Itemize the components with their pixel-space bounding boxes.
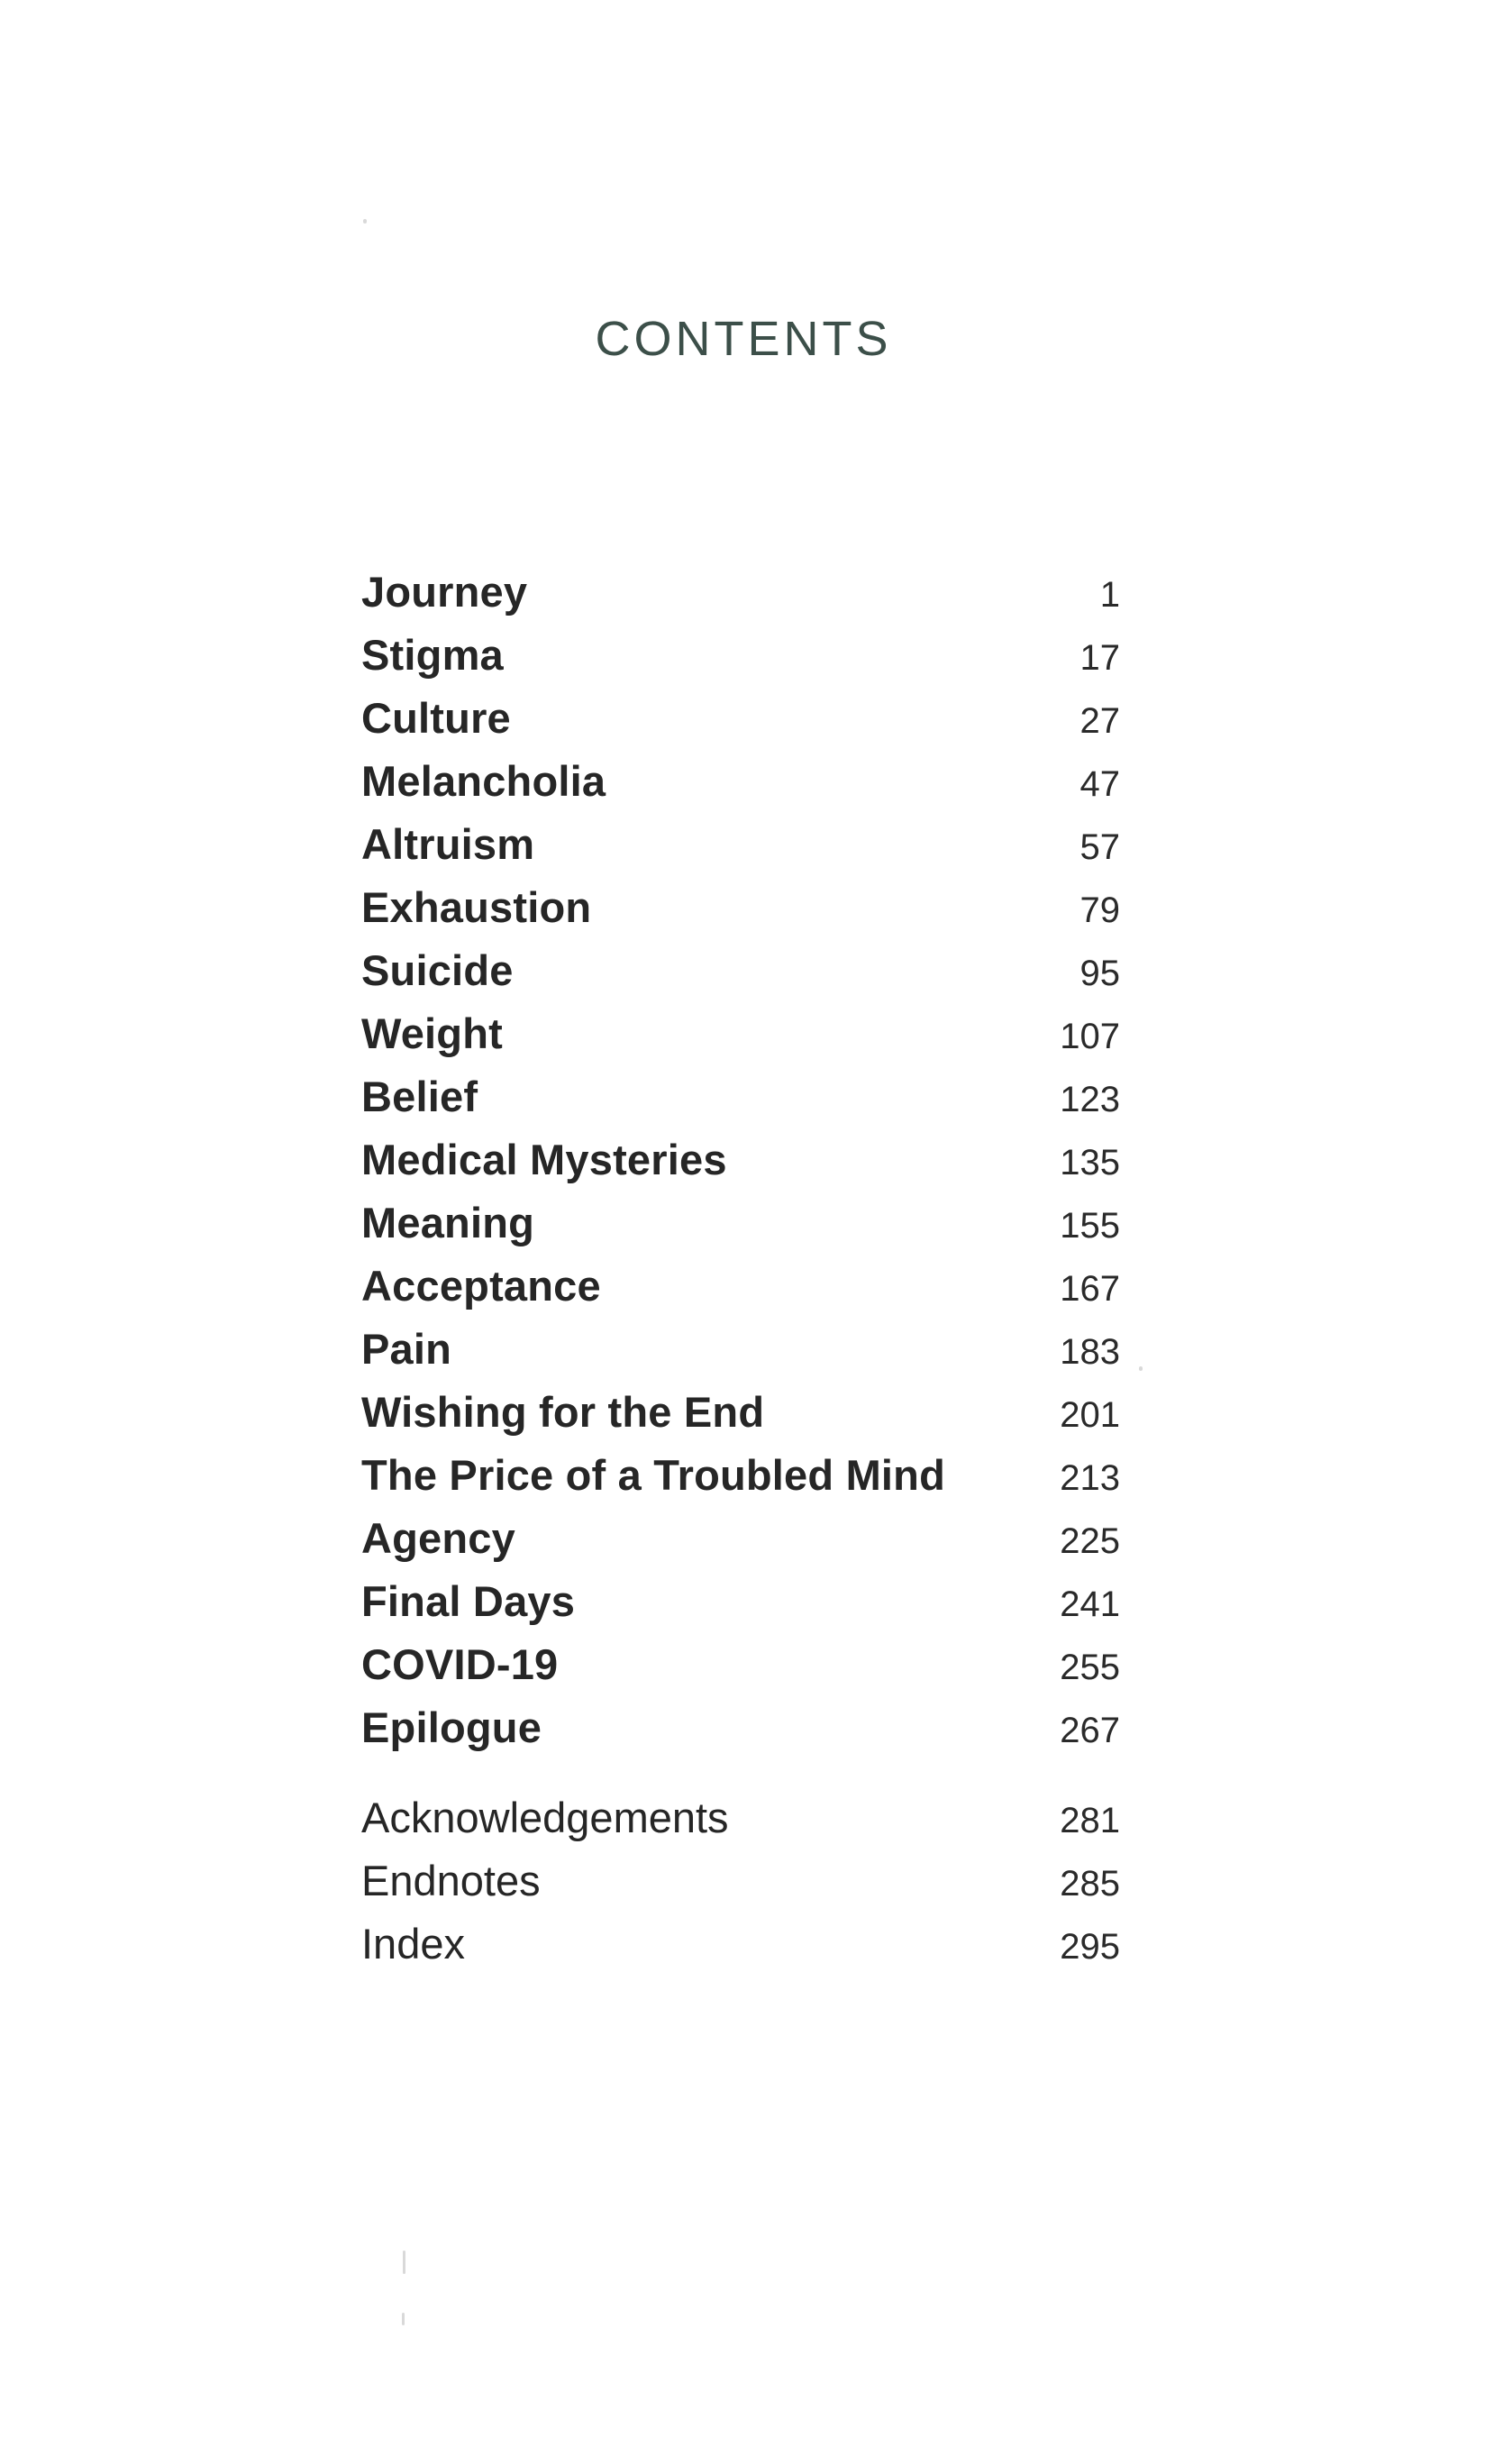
page-number: 17 — [1079, 638, 1120, 678]
page-number: 135 — [1060, 1143, 1120, 1182]
toc-entry — [361, 1002, 1120, 1065]
page-number: 201 — [1060, 1395, 1120, 1435]
page-number: 255 — [1060, 1648, 1120, 1687]
chapter-title: Weight — [361, 1009, 503, 1057]
page-number: 79 — [1079, 890, 1120, 930]
page-number: 95 — [1079, 954, 1120, 993]
toc-entry — [361, 1065, 1120, 1128]
page-number: 285 — [1060, 1864, 1120, 1904]
toc-entry — [361, 1570, 1120, 1633]
page-number: 1 — [1099, 575, 1120, 615]
toc-entry — [361, 1318, 1120, 1381]
page-number: 123 — [1060, 1080, 1120, 1119]
page-number: 47 — [1079, 764, 1120, 804]
chapter-list — [361, 561, 1120, 1759]
page-number: 225 — [1060, 1521, 1120, 1561]
toc-entry — [361, 1507, 1120, 1570]
page-number: 107 — [1060, 1017, 1120, 1056]
scan-speck — [402, 2313, 405, 2325]
chapter-title: Acceptance — [361, 1262, 601, 1310]
toc-entry — [361, 561, 1120, 624]
toc-entry — [361, 1444, 1120, 1507]
toc-entry — [361, 1786, 1120, 1849]
page-number: 167 — [1060, 1269, 1120, 1309]
toc-entry — [361, 876, 1120, 939]
toc-entry — [361, 1381, 1120, 1444]
page-number: 295 — [1060, 1927, 1120, 1967]
chapter-title: Epilogue — [361, 1703, 542, 1751]
toc-entry — [361, 1913, 1120, 1976]
toc-entry — [361, 1128, 1120, 1192]
back-matter-title: Acknowledgements — [361, 1794, 729, 1841]
chapter-title: Suicide — [361, 946, 514, 994]
toc-entry — [361, 1255, 1120, 1318]
back-matter-title: Endnotes — [361, 1857, 541, 1904]
back-matter-list — [361, 1786, 1120, 1976]
chapter-title: Culture — [361, 694, 511, 742]
toc-entry — [361, 1192, 1120, 1255]
chapter-title: The Price of a Troubled Mind — [361, 1451, 945, 1499]
toc-entry — [361, 1849, 1120, 1913]
page-number: 281 — [1060, 1801, 1120, 1840]
back-matter-title: Index — [361, 1920, 465, 1968]
chapter-title: Stigma — [361, 631, 504, 679]
toc-entry — [361, 687, 1120, 750]
chapter-title: Meaning — [361, 1199, 535, 1246]
scan-speck — [1139, 1366, 1143, 1371]
chapter-title: COVID-19 — [361, 1640, 559, 1688]
page-number: 267 — [1060, 1711, 1120, 1750]
chapter-title: Journey — [361, 568, 528, 616]
page-number: 241 — [1060, 1584, 1120, 1624]
page-number: 57 — [1079, 827, 1120, 867]
toc-entry — [361, 813, 1120, 876]
page-number: 183 — [1060, 1332, 1120, 1372]
chapter-title: Wishing for the End — [361, 1388, 765, 1436]
page-number: 155 — [1060, 1206, 1120, 1246]
toc-entry — [361, 624, 1120, 687]
chapter-title: Final Days — [361, 1577, 576, 1625]
chapter-title: Pain — [361, 1325, 452, 1373]
toc-entry — [361, 750, 1120, 813]
chapter-title: Belief — [361, 1073, 478, 1120]
chapter-title: Altruism — [361, 820, 535, 868]
scan-speck — [363, 219, 367, 224]
page-number: 213 — [1060, 1458, 1120, 1498]
toc-entry — [361, 1633, 1120, 1696]
scan-speck — [403, 2251, 405, 2274]
toc-entry — [361, 939, 1120, 1002]
page-title: CONTENTS — [595, 312, 892, 366]
chapter-title: Melancholia — [361, 757, 606, 805]
chapter-title: Medical Mysteries — [361, 1136, 727, 1183]
chapter-title: Exhaustion — [361, 883, 592, 931]
page-number: 27 — [1079, 701, 1120, 741]
chapter-title: Agency — [361, 1514, 515, 1562]
toc-entry — [361, 1696, 1120, 1759]
